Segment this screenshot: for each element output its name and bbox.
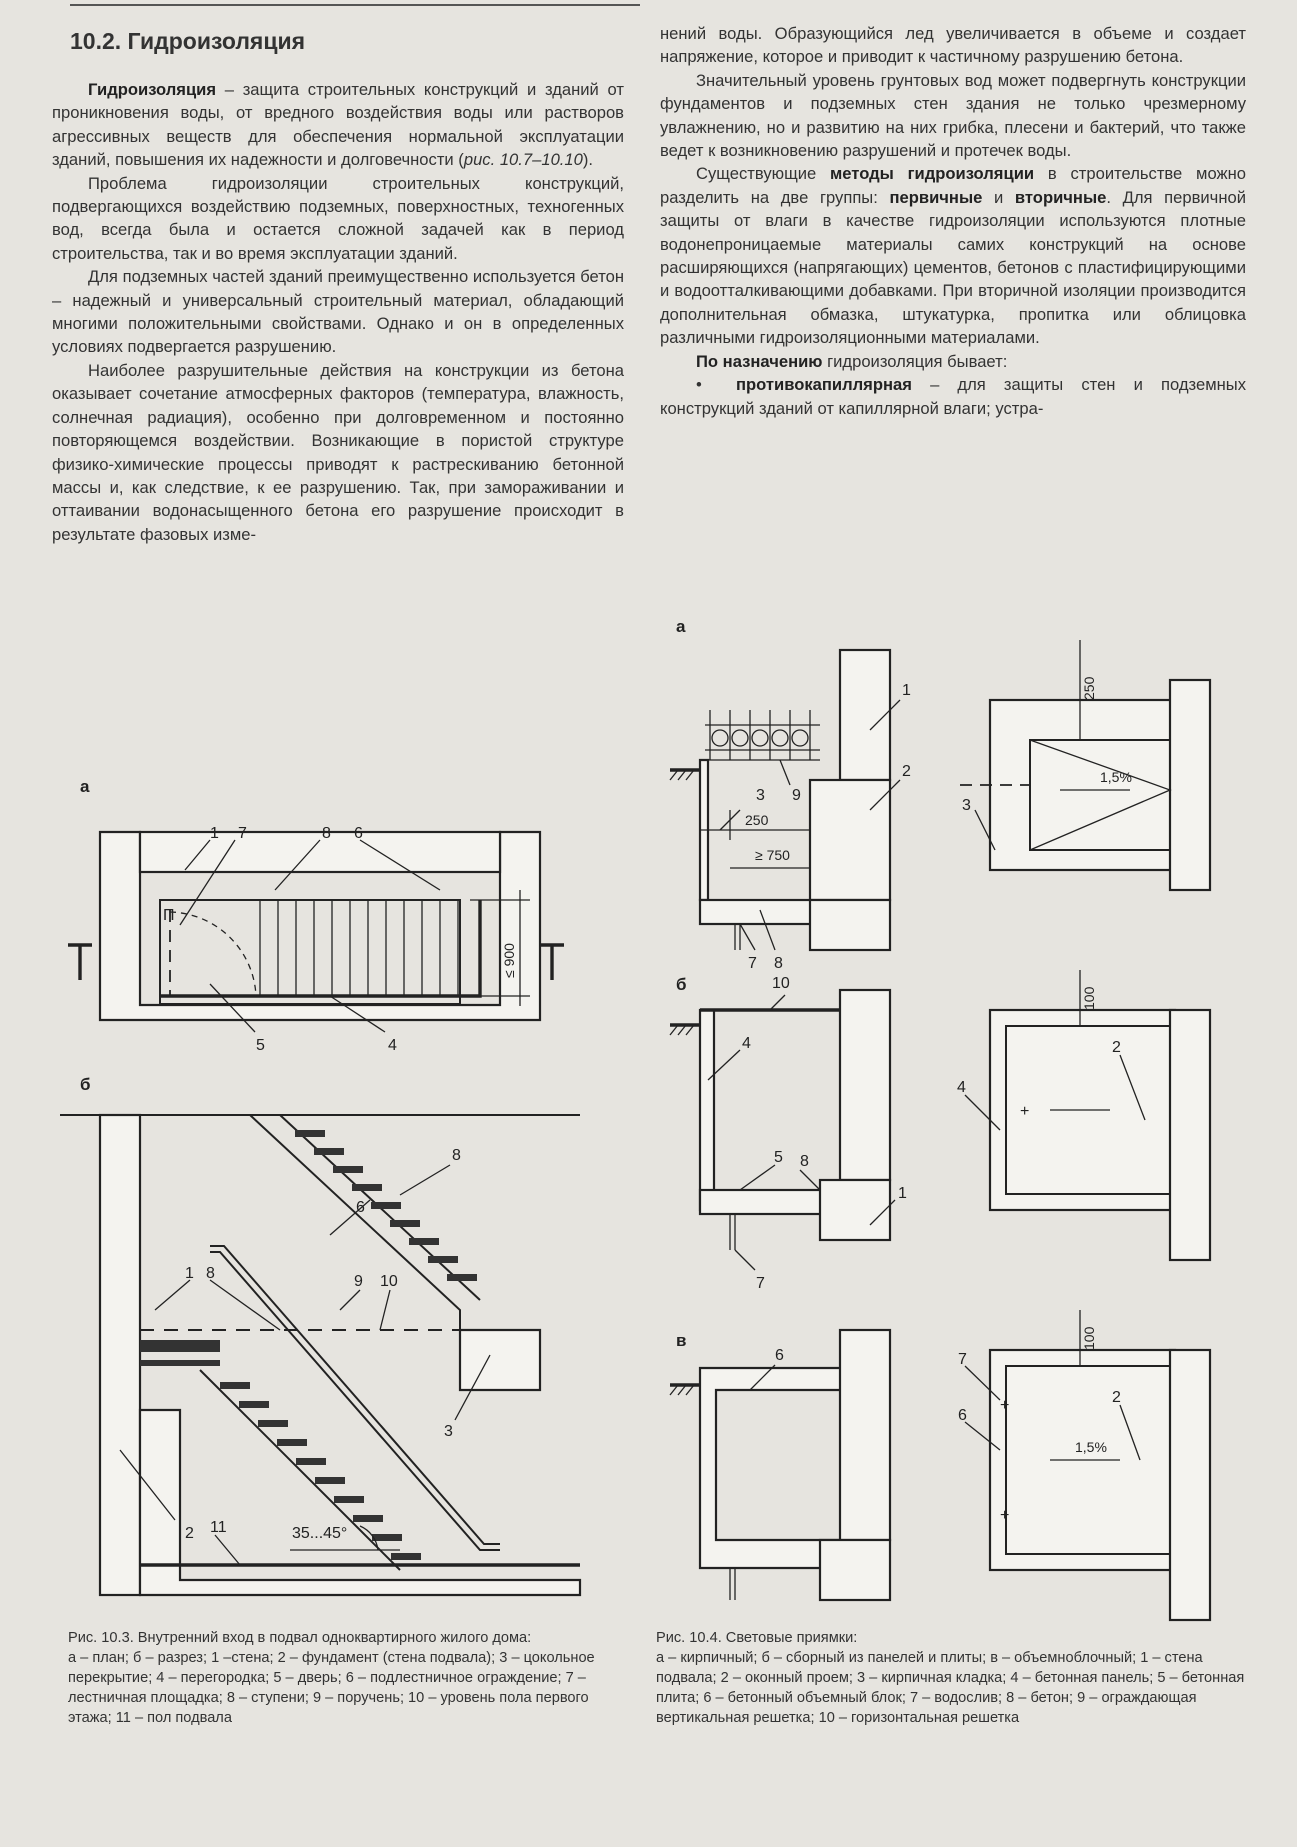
plan-door-swing: [170, 912, 256, 996]
pit-b-callout-1: 1: [898, 1185, 907, 1202]
bullet-item-anticapillary: [660, 373, 1246, 420]
pit-a-callout-7: 7: [748, 955, 757, 972]
upper-step: [371, 1202, 401, 1209]
paragraph-definition: [52, 78, 624, 172]
caption-10-4: [656, 1628, 1246, 1728]
pit-a-dim-250: 250: [745, 812, 769, 828]
pit-v-callout-6: 6: [775, 1347, 784, 1364]
pit-a-wall-upper: [840, 650, 890, 780]
upper-step: [333, 1166, 363, 1173]
pit-v-slope: 1,5%: [1075, 1439, 1107, 1455]
upper-step: [352, 1184, 382, 1191]
upper-steps: [295, 1130, 477, 1281]
methods-text-d: и: [982, 187, 1015, 207]
section-callout-10: 10: [380, 1273, 398, 1290]
pit-b-plan: [957, 970, 1210, 1260]
term-primary: первичные: [889, 187, 983, 207]
upper-step: [314, 1148, 344, 1155]
fig-10-4-label-v: в: [676, 1331, 687, 1350]
plan-room-outline: [160, 900, 460, 1004]
methods-text-e: . Для первичной защиты от влаги в качестве гидроизоляции используются плотные водонепроницаемые материалы самих конструкций на основе расширяющихся (напрягающих) цементов, бетонов с пластифицирующими и водоотталкивающими добавками. При вторичной изоляции производится дополнительная обмазка, штукатурка, пропитка или облицовка различными гидроизоляционными материалами.: [660, 187, 1246, 348]
plan-dimension: ≤ 900: [501, 943, 517, 978]
pit-v-section: [670, 1330, 890, 1600]
methods-term: методы гидроизоляции: [830, 164, 1035, 184]
term-secondary: вторичные: [1014, 187, 1107, 207]
definition-text: – защита строительных конструкций и зданий от проникновения воды, от вредного воздействия воды или растворов агрессивных веществ для обеспечения нормальной эксплуатации зданий, повышения их надежности и долговечности (: [52, 80, 624, 170]
pit-b-callout-10: 10: [772, 975, 790, 992]
pit-a-plan: [960, 640, 1210, 890]
paragraph-problem: Проблема гидроизоляции строительных конструкций, подвергающихся воздействию подземных, поверхностных, техногенных вод, всегда была и остается сложной задачей как в период строительства, так и во время эксплуатации зданий.: [52, 173, 624, 263]
pit-b-plan-callout-4: 4: [957, 1079, 966, 1096]
lower-step: [277, 1439, 307, 1446]
pit-a-dim-750: ≥ 750: [755, 847, 790, 863]
caption-10-4-body: а – кирпичный; б – сборный из панелей и плиты; в – объемноблочный; 1 – стена подвала; 2 – оконный проем; 3 – кирпичная кладка; 4 – бетонная панель; 5 – бетонная плита; 6 – бетонный объемный блок; 7 – водослив; 8 – бетон; 9 – ограждающая вертикальная решетка; 10 – горизонтальная решетка: [656, 1650, 1245, 1726]
pit-b-plan-callout-2: 2: [1112, 1039, 1121, 1056]
pit-b-panel: [700, 1010, 714, 1210]
caption-10-3: [68, 1628, 616, 1728]
lower-step: [391, 1553, 421, 1560]
upper-step: [390, 1220, 420, 1227]
paragraph-ice: нений воды. Образующийся лед увеличивается в объеме и создает напряжение, которое и приводит к частичному разрушению бетона.: [660, 24, 1246, 67]
methods-text-a: Существующие: [696, 164, 830, 184]
section-drawing: [60, 1115, 580, 1595]
fig-10-4-label-b: б: [676, 975, 687, 994]
pit-a-section: [670, 650, 911, 972]
methods-text-c: в строительстве можно разделить на две группы:: [660, 164, 1247, 207]
purpose-term: По назначению: [696, 351, 823, 371]
pit-a-dim-250-plan: 250: [1081, 676, 1097, 700]
pit-b-callout-5: 5: [774, 1149, 783, 1166]
term-hydro: Гидроизоляция: [88, 80, 217, 99]
pit-v-block: [700, 1368, 860, 1568]
bullet-icon: •: [696, 375, 702, 395]
fig-10-4-label-a: а: [676, 617, 686, 636]
purpose-text: гидроизоляция бывает:: [822, 351, 1008, 371]
pit-a-callout-8: 8: [774, 955, 783, 972]
door-mark: П: [163, 907, 175, 924]
section-callout-9: 9: [354, 1273, 363, 1290]
figure-10-3: [60, 770, 630, 1650]
plan-callout-7: 7: [238, 825, 247, 842]
pit-b-callout-8: 8: [800, 1153, 809, 1170]
plan-callout-5: 5: [256, 1037, 265, 1054]
upper-step: [428, 1256, 458, 1263]
upper-step: [295, 1130, 325, 1137]
fig-10-3-label-a: а: [80, 777, 90, 796]
left-text-column: [52, 78, 624, 546]
anticapillary-term: противокапиллярная: [736, 375, 912, 395]
section-callout-8b: 8: [206, 1265, 215, 1282]
lower-step: [239, 1401, 269, 1408]
paragraph-methods: [660, 162, 1246, 349]
section-callout-3: 3: [444, 1423, 453, 1440]
svg-text:+: +: [1000, 1397, 1010, 1414]
figure-reference: рис. 10.7–10.10: [463, 150, 583, 170]
lower-step: [296, 1458, 326, 1465]
pit-v-dim-100: 100: [1081, 1326, 1097, 1350]
svg-text:+: +: [1000, 1507, 1010, 1524]
pit-a-plan-outline: [990, 700, 1175, 870]
caption-10-3-title: Рис. 10.3. Внутренний вход в подвал одноквартирного жилого дома:: [68, 1630, 532, 1646]
header-rule: [70, 4, 640, 6]
paragraph-destruction: Наиболее разрушительные действия на конструкции из бетона оказывает сочетание атмосферных факторов (температура, влажность, солнечная радиация), особенно при долговременном и постоянно повторяющемся воздействии. Возникающие в пористой структуре физико-химические процессы приводят к растрескиванию бетонной массы и, как следствие, к ее разрушению. Так, при замораживании и оттаивании водонасыщенного бетона его разрушение происходит в результате фазовых изме-: [52, 360, 624, 544]
pit-v-callout-2: 2: [1112, 1389, 1121, 1406]
section-callout-8a: 8: [452, 1147, 461, 1164]
plan-callout-1: 1: [210, 825, 219, 842]
pit-v-plan-callout-6: 6: [958, 1407, 967, 1424]
lower-step: [372, 1534, 402, 1541]
pit-v-callout-7: 7: [958, 1351, 967, 1368]
pit-a-callout-3: 3: [756, 787, 765, 804]
plan-callout-4: 4: [388, 1037, 397, 1054]
lower-step: [220, 1382, 250, 1389]
paragraph-purpose: [660, 350, 1246, 373]
grille: [710, 710, 810, 760]
pit-b-dim-100: 100: [1081, 986, 1097, 1010]
upper-step: [447, 1274, 477, 1281]
right-text-column: [660, 22, 1246, 420]
angle-label: 35...45°: [292, 1525, 348, 1542]
section-callout-11: 11: [210, 1519, 227, 1536]
lower-step: [334, 1496, 364, 1503]
figure-10-4: [660, 610, 1260, 1630]
section-callout-6: 6: [356, 1199, 365, 1216]
plan-callout-8: 8: [322, 825, 331, 842]
caption-10-4-title: Рис. 10.4. Световые приямки:: [656, 1630, 858, 1646]
svg-text:+: +: [1020, 1103, 1030, 1120]
plan-callout-6: 6: [354, 825, 363, 842]
plan-drawing: [68, 825, 564, 1054]
caption-10-3-body: а – план; б – разрез; 1 –стена; 2 – фундамент (стена подвала); 3 – цокольное перекрытие; 4 – перегородка; 5 – дверь; 6 – подлестничное ограждение; 7 – лестничная площадка; 8 – ступени; 9 – поручень; 10 – уровень пола первого этажа; 11 – пол подвала: [68, 1650, 595, 1726]
plan-top-wall: [140, 832, 500, 872]
upper-step: [409, 1238, 439, 1245]
section-callout-2: 2: [185, 1525, 194, 1542]
pit-a-slope: 1,5%: [1100, 769, 1132, 785]
anticapillary-text: – для защиты стен и подземных конструкций зданий от капиллярной влаги; устра-: [660, 375, 1246, 418]
paragraph-concrete: Для подземных частей зданий преимущественно используется бетон – надежный и универсальный строительный материал, обладающий многими положительными свойствами. Однако и он в определенных условиях подвергается разрушению.: [52, 267, 624, 357]
pit-a-plan-callout-3: 3: [962, 797, 971, 814]
pit-v-plan: [958, 1310, 1210, 1620]
pit-b-section: [670, 975, 907, 1292]
section-callout-1: 1: [185, 1265, 194, 1282]
lower-step: [258, 1420, 288, 1427]
upper-stair-stringer: [250, 1115, 460, 1330]
pit-a-callout-2: 2: [902, 763, 911, 780]
pit-a-wall: [810, 780, 890, 900]
pit-a-callout-1: 1: [902, 682, 911, 699]
plan-steps: [260, 900, 458, 996]
fig-10-3-label-b: б: [80, 1075, 91, 1094]
plan-partition: [160, 900, 480, 996]
pit-a-callout-9: 9: [792, 787, 801, 804]
section-slab: [460, 1330, 540, 1390]
pit-b-callout-7: 7: [756, 1275, 765, 1292]
pit-b-callout-4: 4: [742, 1035, 751, 1052]
section-title: 10.2. Гидроизоляция: [70, 28, 306, 54]
lower-step: [315, 1477, 345, 1484]
section-foundation-wall: [100, 1115, 140, 1595]
paragraph-groundwater: Значительный уровень грунтовых вод может подвергнуть конструкции фундаментов и подземных стен здания не только чрезмерному увлажнению, но и развитию на них грибка, плесени и бактерий, что также ведет к возникновению разрушений и протечек воды.: [660, 70, 1246, 161]
definition-end: ).: [582, 150, 594, 170]
lower-step: [353, 1515, 383, 1522]
